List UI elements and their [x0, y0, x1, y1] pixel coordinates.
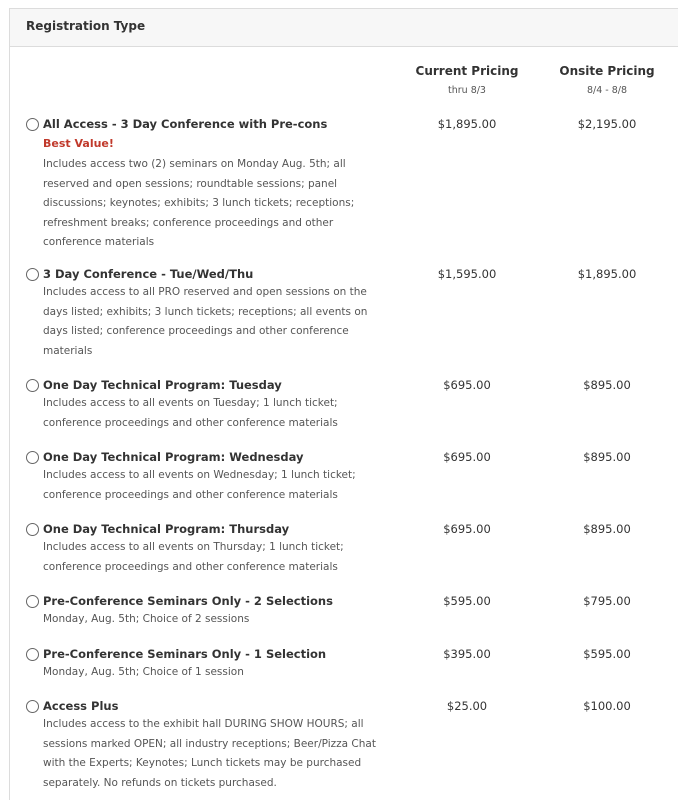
current-price: $595.00: [443, 594, 491, 608]
panel-title: Registration Type: [10, 9, 678, 47]
description-line: Includes access to all events on Thursday; 1 lunch ticket;: [43, 541, 344, 553]
description-line: with the Experts; Keynotes; Lunch tickets may be purchased: [43, 757, 362, 770]
onsite-price: $1,895.00: [577, 267, 637, 281]
description-line: conference proceedings and other conference materials: [43, 416, 338, 429]
onsite-price: $795.00: [583, 594, 631, 608]
onsite-price: $100.00: [583, 699, 631, 713]
onsite-price: $2,195.00: [577, 117, 637, 131]
onsite-price: $895.00: [583, 522, 631, 536]
current-price: $1,895.00: [437, 117, 497, 131]
radio-button[interactable]: [26, 700, 39, 713]
option-title[interactable]: One Day Technical Program: Thursday: [43, 522, 290, 536]
onsite-pricing-subtitle: 8/4 - 8/8: [586, 85, 628, 96]
current-price: $695.00: [443, 378, 491, 392]
onsite-price: $895.00: [583, 378, 631, 392]
description-line: sessions marked OPEN; all industry receptions; Beer/Pizza Chat: [43, 737, 376, 750]
description-line: Includes access to all PRO reserved and open sessions on the: [43, 286, 367, 298]
current-price: $695.00: [443, 522, 491, 536]
current-price: $695.00: [443, 450, 491, 464]
current-pricing-title: Current Pricing: [415, 64, 519, 78]
option-description: [43, 394, 393, 433]
description-line: days listed; exhibits; 3 lunch tickets; receptions; all events on: [43, 305, 368, 318]
radio-button[interactable]: [26, 379, 39, 392]
radio-button[interactable]: [26, 523, 39, 536]
radio-button[interactable]: [26, 648, 39, 661]
radio-button[interactable]: [26, 268, 39, 281]
radio-button[interactable]: [26, 595, 39, 608]
option-description: [43, 155, 393, 253]
option-title[interactable]: One Day Technical Program: Tuesday: [43, 378, 282, 392]
option-title[interactable]: One Day Technical Program: Wednesday: [43, 450, 304, 464]
description-line: reserved and open sessions; roundtable sessions; panel: [43, 177, 338, 190]
option-title[interactable]: Access Plus: [43, 699, 119, 713]
current-pricing-subtitle: thru 8/3: [448, 85, 486, 96]
radio-button[interactable]: [26, 118, 39, 131]
onsite-pricing-header: [552, 64, 662, 96]
current-price: $1,595.00: [437, 267, 497, 281]
onsite-pricing-title: Onsite Pricing: [559, 64, 655, 78]
onsite-price: $595.00: [583, 647, 631, 661]
description-line: Monday, Aug. 5th; Choice of 2 sessions: [43, 613, 250, 625]
option-description: [43, 610, 393, 630]
option-description: [43, 715, 393, 793]
description-line: separately. No refunds on tickets purchased.: [43, 776, 277, 789]
description-line: Monday, Aug. 5th; Choice of 1 session: [43, 666, 244, 678]
current-pricing-header: [412, 64, 522, 96]
description-line: refreshment breaks; conference proceedings and other: [43, 216, 334, 229]
description-line: materials: [43, 344, 93, 357]
description-line: conference proceedings and other conference materials: [43, 488, 338, 501]
best-value-badge: Best Value!: [43, 137, 114, 150]
option-description: [43, 466, 393, 505]
option-description: [43, 283, 393, 361]
current-price: $25.00: [446, 699, 488, 713]
current-price: $395.00: [443, 647, 491, 661]
option-description: [43, 538, 393, 577]
registration-type-panel: [9, 8, 678, 800]
description-line: Includes access to all events on Wednesday; 1 lunch ticket;: [43, 469, 356, 481]
description-line: conference proceedings and other conference materials: [43, 560, 338, 573]
description-line: days listed; conference proceedings and other conference: [43, 325, 349, 338]
radio-button[interactable]: [26, 451, 39, 464]
description-line: conference materials: [43, 236, 155, 249]
description-line: discussions; keynotes; exhibits; 3 lunch tickets; receptions;: [43, 197, 355, 210]
option-title[interactable]: Pre-Conference Seminars Only - 2 Selections: [43, 594, 333, 608]
description-line: Includes access to the exhibit hall DURING SHOW HOURS; all: [43, 718, 364, 730]
option-title[interactable]: 3 Day Conference - Tue/Wed/Thu: [43, 267, 254, 281]
option-title[interactable]: Pre-Conference Seminars Only - 1 Selection: [43, 647, 327, 661]
option-title[interactable]: All Access - 3 Day Conference with Pre-cons: [43, 117, 328, 131]
onsite-price: $895.00: [583, 450, 631, 464]
description-line: Includes access two (2) seminars on Monday Aug. 5th; all: [43, 158, 346, 170]
option-description: [43, 663, 393, 683]
description-line: Includes access to all events on Tuesday; 1 lunch ticket;: [43, 397, 338, 409]
